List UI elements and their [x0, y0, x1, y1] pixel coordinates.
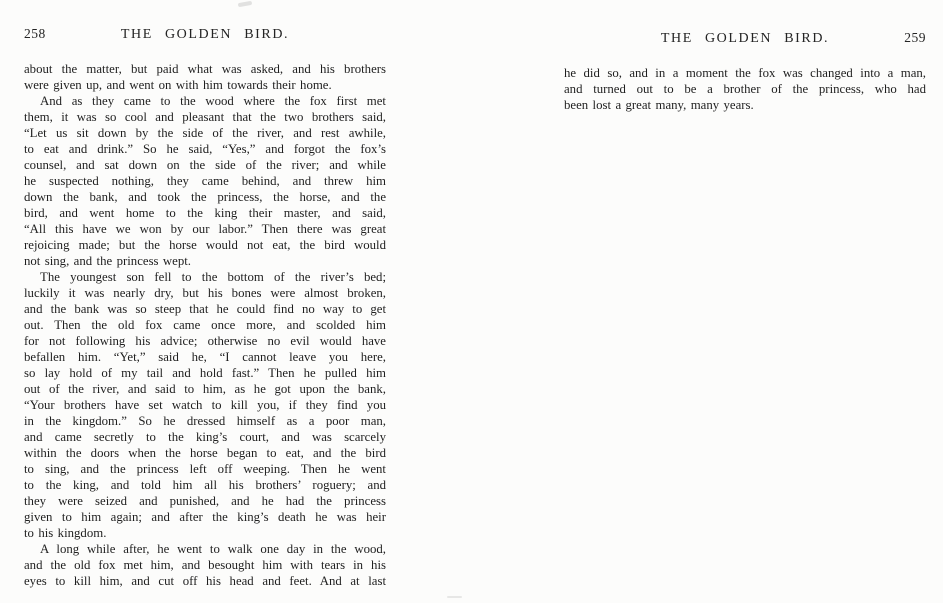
text-line: within the doors when the horse began to eat, and the bird: [24, 446, 386, 460]
page-number-left: 258: [24, 26, 46, 41]
text-line: they were seized and punished, and he had the princess: [24, 494, 386, 508]
text-line: “All this have we won by our labor.” Then there was great: [24, 222, 386, 236]
text-line: them, it was so cool and pleasant that the two brothers said,: [24, 110, 386, 124]
page-right-text: [564, 65, 926, 113]
text-line: A long while after, he went to walk one day in the wood,: [40, 542, 386, 556]
text-line: befallen him. “Yet,” said he, “I cannot leave you here,: [24, 350, 386, 364]
text-line: “Your brothers have set watch to kill you, if they find you: [24, 398, 386, 412]
text-line: rejoicing made; but the horse would not eat, the bird would: [24, 238, 386, 252]
scan-speck-bottom: [447, 596, 462, 598]
text-line: luckily it was nearly dry, but his bones were almost broken,: [24, 286, 386, 300]
page-number-right: 259: [904, 30, 926, 45]
text-line: he suspected nothing, they came behind, and threw him: [24, 174, 386, 188]
text-line: eyes to kill him, and cut off his head and feet. And at last: [24, 574, 386, 588]
text-line: The youngest son fell to the bottom of the river’s bed;: [40, 270, 386, 284]
text-line: to his kingdom.: [24, 526, 107, 540]
page-left-text: [24, 61, 386, 589]
text-line: out of the river, and said to him, as he got upon the bank,: [24, 382, 386, 396]
running-title-right: THE GOLDEN BIRD.: [660, 31, 830, 46]
page-left: [24, 26, 386, 589]
text-line: “Let us sit down by the side of the river, and rest awhile,: [24, 126, 386, 140]
text-line: been lost a great many, many years.: [564, 98, 754, 112]
scan-speck-top: [238, 1, 252, 7]
text-line: down the bank, and took the princess, the horse, and the: [24, 190, 386, 204]
text-line: and the old fox met him, and besought him with tears in his: [24, 558, 386, 572]
text-line: so lay hold of my tail and hold fast.” Then he pulled him: [24, 366, 386, 380]
running-title-left: THE GOLDEN BIRD.: [120, 27, 290, 42]
text-line: for not following his advice; otherwise no evil would have: [24, 334, 386, 348]
text-line: and turned out to be a brother of the princess, who had: [564, 82, 926, 96]
text-line: not sing, and the princess wept.: [24, 254, 191, 268]
text-line: counsel, and sat down on the side of the river; and while: [24, 158, 386, 172]
page-right: [564, 30, 926, 113]
text-line: And as they came to the wood where the fox first met: [40, 94, 386, 108]
text-line: to sing, and the princess left off weeping. Then he went: [24, 462, 386, 476]
text-line: about the matter, but paid what was asked, and his brothers: [24, 62, 386, 76]
text-line: to eat and drink.” So he said, “Yes,” and forgot the fox’s: [24, 142, 386, 156]
text-line: and came secretly to the king’s court, and was scarcely: [24, 430, 386, 444]
text-line: were given up, and went on with him towards their home.: [24, 78, 332, 92]
text-line: and the bank was so steep that he could find no way to get: [24, 302, 386, 316]
text-line: out. Then the old fox came once more, and scolded him: [24, 318, 386, 332]
text-line: to the king, and told him all his brothers’ roguery; and: [24, 478, 386, 492]
text-line: bird, and went home to the king their master, and said,: [24, 206, 386, 220]
text-line: given to him again; and after the king’s death he was heir: [24, 510, 386, 524]
page-right-header: [564, 30, 926, 46]
page-left-header: [24, 26, 386, 42]
text-line: he did so, and in a moment the fox was changed into a man,: [564, 66, 926, 80]
text-line: in the kingdom.” So he dressed himself as a poor man,: [24, 414, 386, 428]
